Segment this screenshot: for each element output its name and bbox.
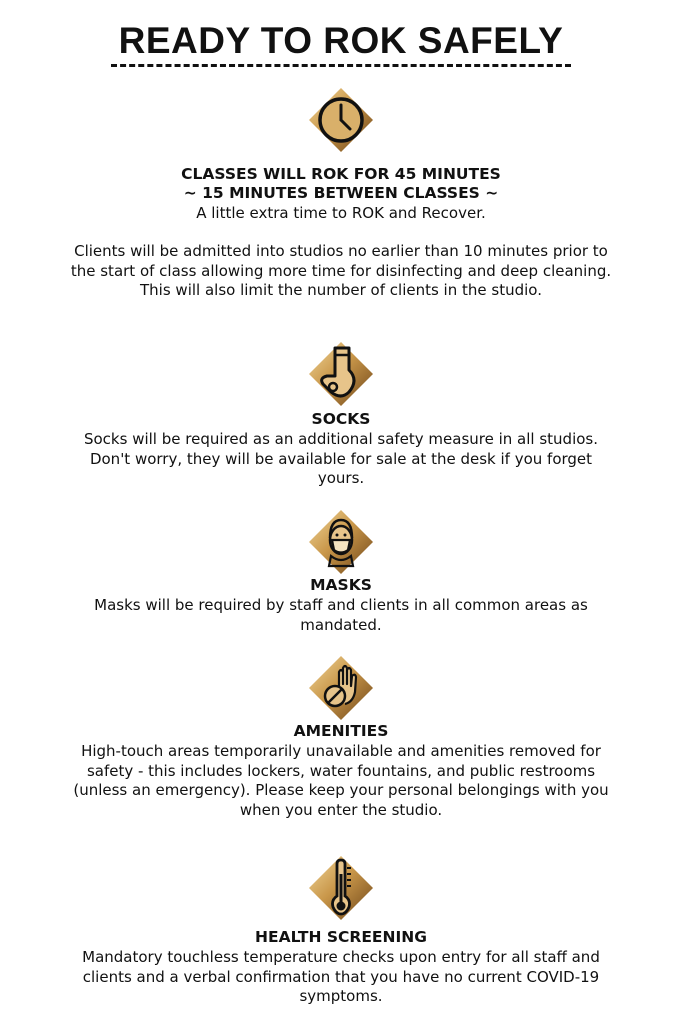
title-dashed-divider (111, 64, 571, 67)
sock-icon (309, 342, 373, 406)
classes-body: Clients will be admitted into studios no earlier than 10 minutes prior to the start of class allowing more time for disinfecting and deep cleaning. This will also limit the number of clients in the studio. (70, 242, 612, 299)
masks-heading: MASKS (310, 576, 372, 594)
health-screening-heading: HEALTH SCREENING (255, 928, 427, 946)
classes-subtitle: A little extra time to ROK and Recover. (196, 204, 486, 222)
health-screening-body: Mandatory touchless temperature checks upon entry for all staff and clients and a verbal confirmation that you have no current COVID-19 symptoms. (82, 948, 600, 1005)
thermometer-icon (309, 856, 373, 920)
no-touch-hand-icon (309, 656, 373, 720)
amenities-heading: AMENITIES (293, 722, 389, 740)
amenities-body: High-touch areas temporarily unavailable and amenities removed for safety - this includes lockers, water fountains, and public restrooms (unless an emergency). Please keep your personal belongings with you when you enter the studio. (73, 742, 609, 819)
clock-icon (309, 88, 373, 152)
classes-heading-line-1: CLASSES WILL ROK FOR 45 MINUTES (181, 165, 501, 183)
classes-heading-line-2: ~ 15 MINUTES BETWEEN CLASSES ~ (183, 184, 499, 202)
page-title: READY TO ROK SAFELY (118, 20, 564, 61)
socks-body: Socks will be required as an additional safety measure in all studios. Don't worry, they will be available for sale at the desk if you forget yours. (83, 430, 598, 487)
socks-heading: SOCKS (311, 410, 371, 428)
mask-face-icon (309, 510, 373, 574)
masks-body: Masks will be required by staff and clients in all common areas as mandated. (94, 596, 588, 634)
